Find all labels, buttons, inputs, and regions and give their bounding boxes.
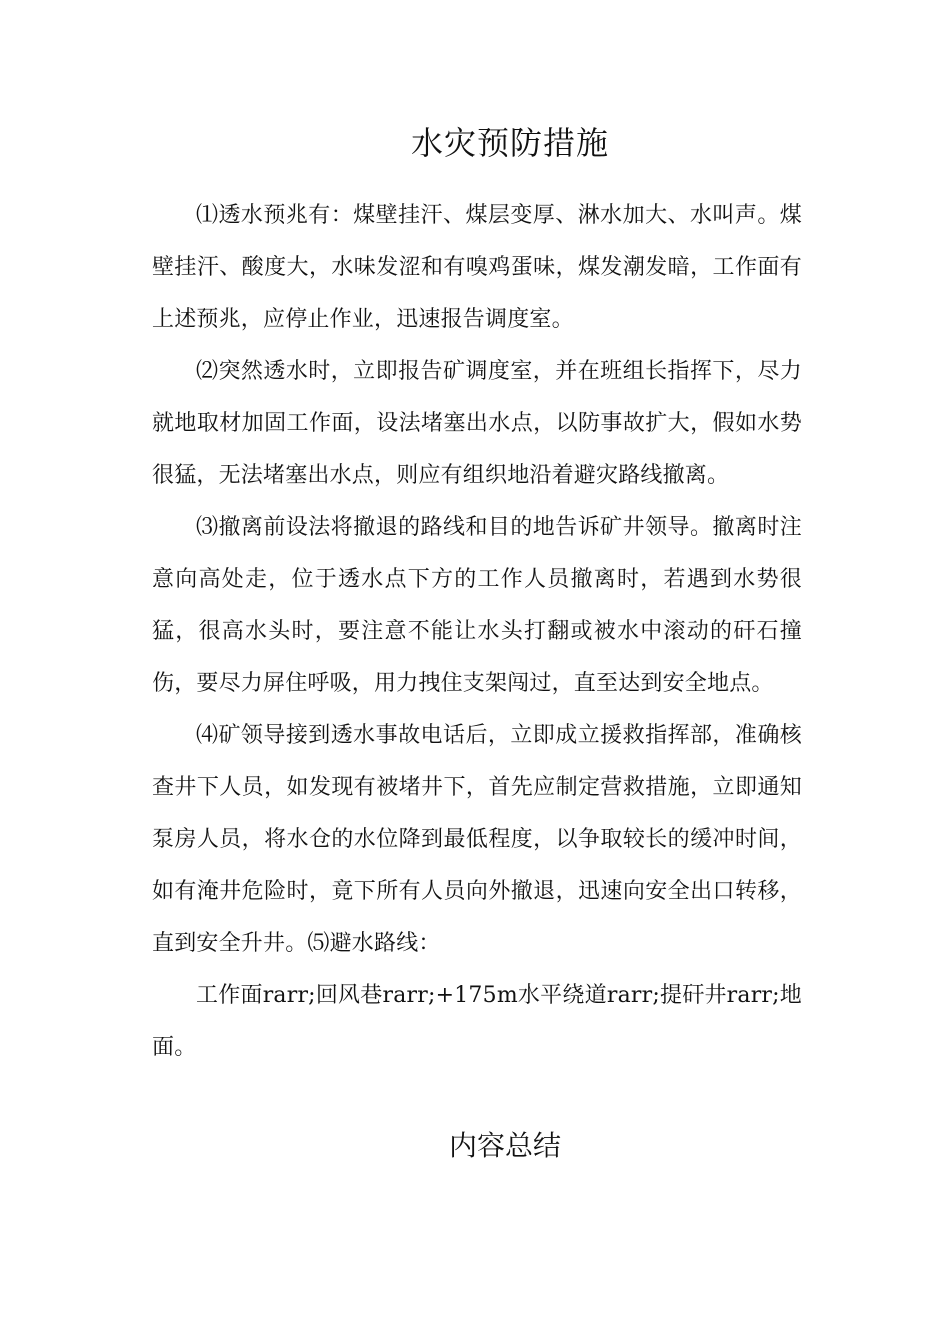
paragraph-3: ⑶撤离前设法将撤退的路线和目的地告诉矿井领导。撤离时注意向高处走，位于透水点下方的工作人员撤离时，若遇到水势很猛，很高水头时，要注意不能让水头打翻或被水中滚动的矸石撞伤，要尽力屏住呼吸，用力拽住支架闯过，直至达到安全地点。: [152, 515, 802, 696]
document-title: 水灾预防措施: [410, 124, 609, 162]
paragraph-4: ⑷矿领导接到透水事故电话后，立即成立援救指挥部，准确核查井下人员，如发现有被堵井下，首先应制定营救措施，立即通知泵房人员，将水仓的水位降到最低程度，以争取较长的缓冲时间，如有淹井危险时，竟下所有人员向外撤退，迅速向安全出口转移，直到安全升井。⑸避水路线：: [152, 723, 802, 956]
paragraph-1: ⑴透水预兆有：煤壁挂汗、煤层变厚、淋水加大、水叫声。煤壁挂汗、酸度大，水味发涩和有嗅鸡蛋味，煤发潮发暗，工作面有上述预兆，应停止作业，迅速报告调度室。: [152, 203, 802, 332]
summary-heading: 内容总结: [448, 1129, 561, 1162]
paragraph-2: ⑵突然透水时，立即报告矿调度室，并在班组长指挥下，尽力就地取材加固工作面，设法堵塞出水点，以防事故扩大，假如水势很猛，无法堵塞出水点，则应有组织地沿着避灾路线撤离。: [152, 359, 802, 488]
document-body: [152, 190, 802, 1074]
paragraph-escape-route: 工作面rarr;回风巷rarr;+175m水平绕道rarr;提矸井rarr;地面。: [152, 983, 802, 1060]
